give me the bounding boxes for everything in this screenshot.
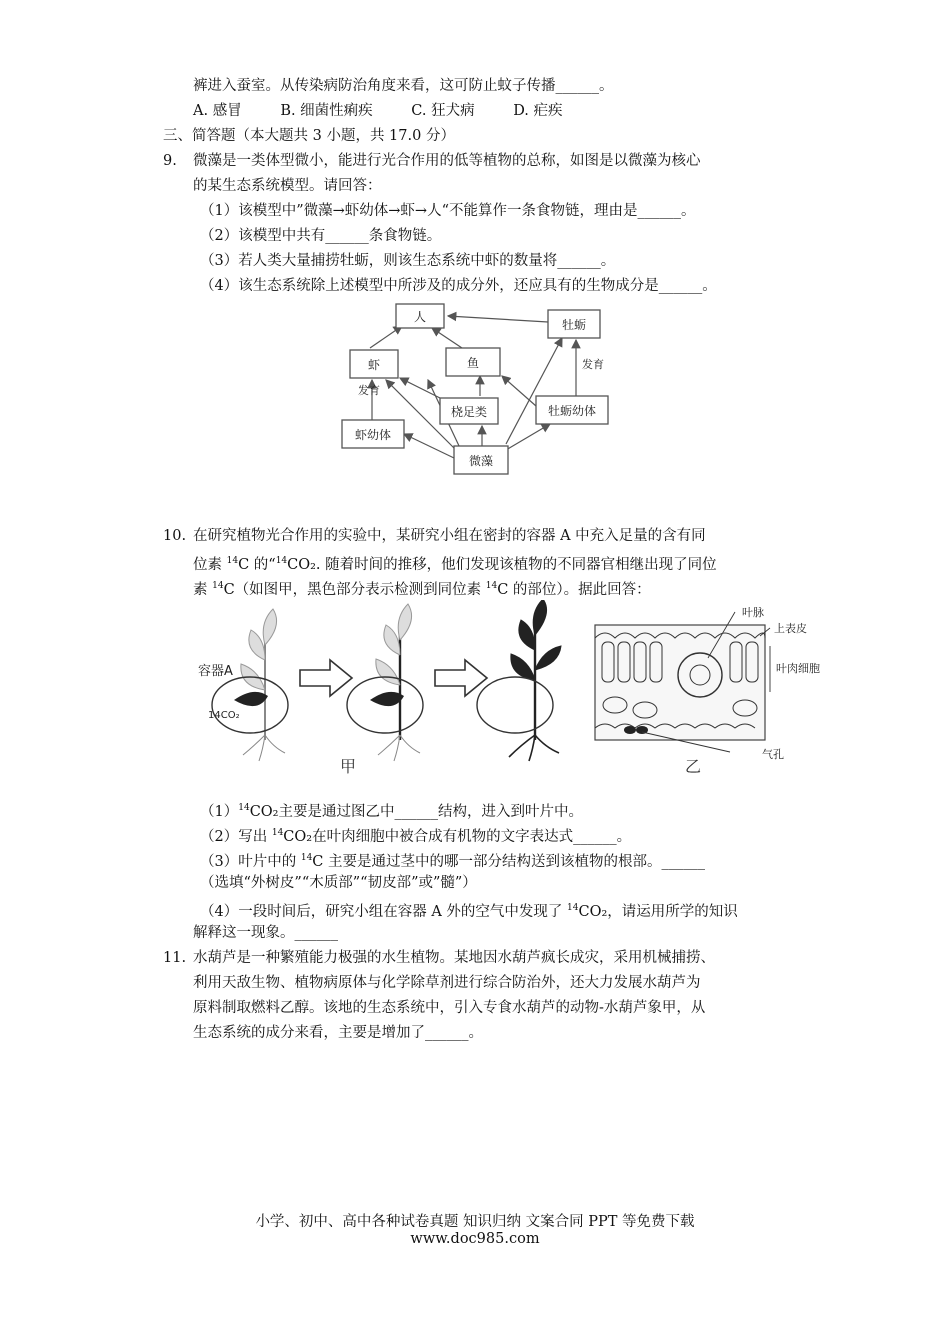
label-develop-shrimp: 发育 <box>358 384 380 397</box>
q9-sub1: （1）该模型中”微藻→虾幼体→虾→人“不能算作一条食物链，理由是______。 <box>200 203 696 219</box>
q8-option-b: B. 细菌性痢疾 <box>280 103 373 119</box>
node-shrimp-larva <box>342 420 404 448</box>
plant-stage-2 <box>347 604 423 761</box>
label-figure-jia: 甲 <box>340 757 357 776</box>
arrow-oyster-to-human <box>448 316 548 322</box>
q9-number: 9. <box>163 153 177 169</box>
q9-sub4: （4）该生态系统除上述模型中所涉及的成分外，还应具有的生物成分是______。 <box>200 278 717 294</box>
svg-text:牡蛎: 牡蛎 <box>561 318 587 332</box>
plant-stage-1 <box>212 609 288 761</box>
svg-text:人: 人 <box>413 310 427 324</box>
svg-text:微藻: 微藻 <box>468 454 494 468</box>
label-develop-oyster: 发育 <box>582 358 604 371</box>
arrow-algae-to-oyster <box>506 338 562 444</box>
arrow-algae-to-oyster-larva <box>506 424 550 450</box>
q9-sub3: （3）若人类大量捕捞牡蛎，则该生态系统中虾的数量将______。 <box>200 253 616 269</box>
q10-sub1: $(1)^{14}CO_2$主要是通过图乙中______结构，进入到叶片中。 <box>200 803 583 820</box>
svg-text:虾: 虾 <box>367 358 381 372</box>
q10-sub3: （3）叶片中的 $^{14}$C 主要是通过茎中的哪一部分结构送到该植物的根部。______ <box>200 853 705 870</box>
q10-sub2: （2）写出 $^{14}$CO₂在叶肉细胞中被合成有机物的文字表达式______。 <box>200 828 632 845</box>
q10-sub4: （4）一段时间后，研究小组在容器 A 外的空气中发现了 $^{14}$CO₂，请运用所学的知识 <box>200 903 738 920</box>
svg-text:鱼: 鱼 <box>466 356 480 370</box>
arrow-stage-2-3 <box>435 660 487 696</box>
q11-number: 11. <box>163 950 187 966</box>
label-qikong: 气孔 <box>762 748 784 761</box>
node-shrimp <box>350 350 398 378</box>
q9-stem-line1: 微藻是一类体型微小，能进行光合作用的低等植物的总称，如图是以微藻为核心 <box>193 153 701 169</box>
leaf-cross-section <box>595 625 765 740</box>
photosynthesis-figure <box>190 600 830 780</box>
label-container-a: 容器A <box>198 664 233 679</box>
arrow-stage-1-2 <box>300 660 352 696</box>
q8-option-a: A. 感冒 <box>193 103 242 119</box>
q9-sub2: （2）该模型中共有______条食物链。 <box>200 228 442 244</box>
q10-stem-line2: 位素 $^{14}$C 的“$^{14}$CO₂. 随着时间的推移，他们发现该植物的不同器官相继出现了同位 <box>193 556 717 573</box>
section-3-heading: 三、简答题（本大题共 3 小题，共 17.0 分） <box>163 128 455 144</box>
q10-number: 10. <box>163 528 187 544</box>
q8-option-c: C. 狂犬病 <box>411 103 475 119</box>
q11-line4: 生态系统的成分来看，主要是增加了______。 <box>193 1025 483 1041</box>
q9-stem-line2: 的某生态系统模型。请回答： <box>193 178 382 194</box>
label-yerou: 叶肉细胞 <box>776 662 820 675</box>
q10-sub4-line2: 解释这一现象。______ <box>193 925 338 941</box>
svg-text:虾幼体: 虾幼体 <box>354 428 392 442</box>
arrow-oyster-larva-to-fish <box>502 376 536 406</box>
arrow-algae-to-shrimp-larva <box>404 434 454 458</box>
label-shangbiaopi: 上表皮 <box>774 622 807 635</box>
svg-text:桡足类: 桡足类 <box>450 405 488 419</box>
node-microalgae <box>454 446 508 474</box>
q8-options <box>193 101 597 121</box>
arrow-shrimp-to-human <box>370 326 402 348</box>
node-human <box>396 304 444 328</box>
q11-line1: 水葫芦是一种繁殖能力极强的水生植物。某地因水葫芦疯长成灾，采用机械捕捞、 <box>193 950 715 966</box>
q10-sub3-options: （选填“外树皮”“木质部”“韧皮部”或”髓”） <box>200 875 477 891</box>
node-oyster-larva <box>536 396 608 424</box>
node-fish <box>446 348 500 376</box>
q10-stem-line1: 在研究植物光合作用的实验中，某研究小组在密封的容器 A 中充入足量的含有同 <box>193 528 706 544</box>
arrow-copepod-to-shrimp <box>400 378 440 398</box>
arrow-fish-to-human <box>432 328 462 348</box>
q11-line2: 利用天敌生物、植物病原体与化学除草剂进行综合防治外，还大力发展水葫芦为 <box>193 975 701 991</box>
food-web-diagram <box>330 298 630 488</box>
q11-line3: 原料制取燃料乙醇。该地的生态系统中，引入专食水葫芦的动物-水葫芦象甲，从 <box>193 1000 706 1016</box>
label-yemai: 叶脉 <box>742 606 764 619</box>
plant-stage-3 <box>477 600 561 761</box>
footer-text: 小学、初中、高中各种试卷真题 知识归纳 文案合同 PPT 等免费下载 <box>255 1214 695 1230</box>
label-figure-yi: 乙 <box>685 757 702 776</box>
q8-line1: 裤进入蚕室。从传染病防治角度来看，这可防止蚊子传播______。 <box>193 78 614 94</box>
node-copepod <box>440 398 498 424</box>
q8-option-d: D. 疟疾 <box>513 103 563 119</box>
label-14co2: 14CO₂ <box>208 710 240 721</box>
footer-url[interactable]: www.doc985.com <box>410 1231 540 1247</box>
q10-stem-line3: 素 $^{14}$C（如图甲，黑色部分表示检测到同位素 $^{14}$C 的部位）。据此回答： <box>193 581 651 598</box>
node-oyster <box>548 310 600 338</box>
svg-text:牡蛎幼体: 牡蛎幼体 <box>547 404 597 418</box>
